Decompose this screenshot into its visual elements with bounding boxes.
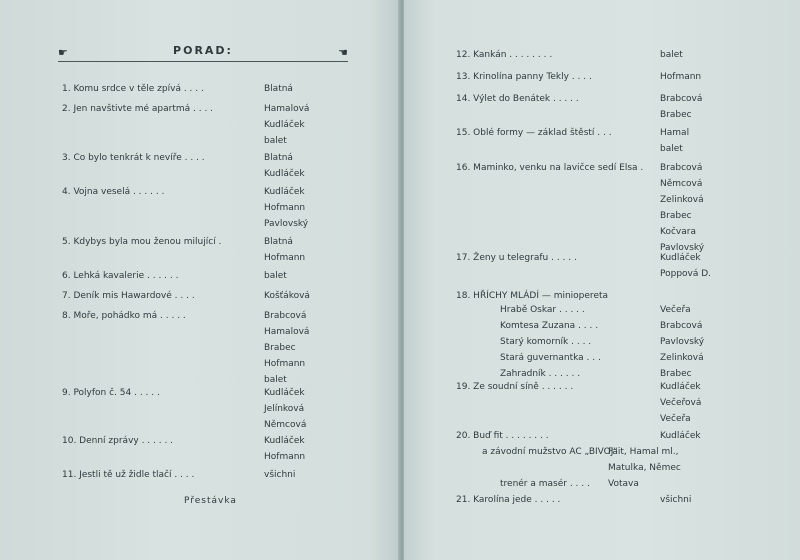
item-performers bbox=[264, 101, 309, 149]
item20-role: trenér a masér . . . . bbox=[500, 479, 590, 489]
role-name: Hrabě Oskar . . . . . bbox=[500, 305, 585, 315]
item-performers bbox=[264, 184, 308, 232]
item-performers bbox=[264, 288, 310, 304]
role-performer: Zelinková bbox=[660, 353, 704, 363]
item-title: 6. Lehká kavalerie . . . . . . bbox=[62, 271, 179, 281]
performer-name: Hamal bbox=[660, 128, 690, 138]
performer-name: Matulka, Němec bbox=[608, 463, 681, 473]
role-performer: Brabec bbox=[660, 369, 692, 379]
performer-name: Kudláček bbox=[264, 388, 305, 398]
performer-name: Pavlovský bbox=[660, 243, 705, 253]
intermission: Přestávka bbox=[184, 496, 237, 506]
role-name: Zahradník . . . . . . bbox=[500, 369, 581, 379]
performer-name: všichni bbox=[264, 470, 296, 480]
role-name: Starý komorník . . . . bbox=[500, 337, 592, 347]
item-title: 7. Deník mis Hawardové . . . . bbox=[62, 291, 195, 301]
item-performers bbox=[264, 308, 309, 388]
role-performer: Večeřa bbox=[660, 305, 691, 315]
item-title: 9. Polyfon č. 54 . . . . . bbox=[62, 388, 160, 398]
performer-name: Hofmann bbox=[264, 203, 306, 213]
performer-name: Večeřa bbox=[660, 414, 691, 424]
item-performers bbox=[660, 428, 701, 444]
performer-name: Němcová bbox=[660, 179, 703, 189]
item20-performers bbox=[608, 476, 639, 492]
item-title: 16. Maminko, venku na lavičce sedí Elsa . bbox=[456, 163, 644, 173]
item-title: 1. Komu srdce v těle zpívá . . . . bbox=[62, 84, 204, 94]
item20-role: a závodní mužstvo AC „BIVOJ" bbox=[482, 447, 618, 457]
item-performers bbox=[264, 81, 293, 97]
performer-name: všichni bbox=[660, 495, 692, 505]
item-performers bbox=[660, 160, 704, 256]
item-title: 3. Co bylo tenkrát k nevíře . . . . bbox=[62, 153, 205, 163]
item-performers bbox=[660, 492, 691, 508]
performer-name: balet bbox=[264, 136, 287, 146]
item-performers bbox=[660, 69, 701, 85]
item-title: 4. Vojna veselá . . . . . . bbox=[62, 187, 165, 197]
role-performer: Pavlovský bbox=[660, 337, 705, 347]
item-title: 20. Buď fit . . . . . . . . bbox=[456, 431, 549, 441]
item-performers bbox=[264, 234, 305, 266]
item-performers bbox=[660, 91, 702, 123]
item-performers bbox=[264, 385, 306, 433]
role-name: Stará guvernantka . . . bbox=[500, 353, 601, 363]
header-rule bbox=[58, 61, 348, 62]
item-performers bbox=[660, 125, 689, 157]
performer-name: Hofmann bbox=[660, 72, 702, 82]
performer-name: Brabcová bbox=[660, 163, 703, 173]
item-performers bbox=[660, 379, 701, 427]
performer-name: Němcová bbox=[264, 420, 307, 430]
item-title: 5. Kdybys byla mou ženou milující . bbox=[62, 237, 222, 247]
performer-name: Votava bbox=[608, 479, 639, 489]
item20-performers bbox=[608, 444, 681, 476]
performer-name: balet bbox=[264, 375, 287, 385]
performer-name: Poppová D. bbox=[660, 269, 712, 279]
performer-name: Košťáková bbox=[264, 291, 310, 301]
item-performers bbox=[264, 268, 287, 284]
performer-name: Hamalová bbox=[264, 327, 310, 337]
right-page bbox=[404, 0, 800, 560]
pointing-hand-icon: ☛ bbox=[58, 46, 68, 59]
performer-name: Kudláček bbox=[660, 253, 701, 263]
item-title: 18. HŘÍCHY MLÁDÍ — miniopereta bbox=[456, 291, 609, 301]
program-title: PORAD: bbox=[173, 44, 233, 57]
item-title: 13. Krinolína panny Tekly . . . . bbox=[456, 72, 592, 82]
performer-name: Pavlovský bbox=[264, 219, 309, 229]
performer-name: Brabcová bbox=[660, 94, 703, 104]
item-title: 14. Výlet do Benátek . . . . . bbox=[456, 94, 579, 104]
performer-name: Fait, Hamal ml., bbox=[608, 447, 679, 457]
pointing-hand-icon: ☛ bbox=[338, 46, 348, 59]
role-performer: Brabcová bbox=[660, 321, 703, 331]
item-title: 19. Ze soudní síně . . . . . . bbox=[456, 382, 574, 392]
item-title: 21. Karolína jede . . . . . bbox=[456, 495, 561, 505]
item-title: 11. Jestli tě už židle tlačí . . . . bbox=[62, 470, 195, 480]
performer-name: Kudláček bbox=[264, 187, 305, 197]
performer-name: Kudláček bbox=[264, 169, 305, 179]
performer-name: balet bbox=[264, 271, 287, 281]
performer-name: Brabec bbox=[660, 211, 692, 221]
item-performers bbox=[660, 47, 683, 63]
performer-name: Hofmann bbox=[264, 253, 306, 263]
performer-name: Brabcová bbox=[264, 311, 307, 321]
item-performers bbox=[264, 467, 295, 483]
performer-name: Brabec bbox=[264, 343, 296, 353]
role-name: Komtesa Zuzana . . . . bbox=[500, 321, 599, 331]
performer-name: Kočvara bbox=[660, 227, 696, 237]
performer-name: Blatná bbox=[264, 237, 293, 247]
performer-name: Kudláček bbox=[264, 436, 305, 446]
performer-name: Jelínková bbox=[264, 404, 305, 414]
performer-name: Hofmann bbox=[264, 359, 306, 369]
performer-name: Zelinková bbox=[660, 195, 704, 205]
performer-name: Hamalová bbox=[264, 104, 310, 114]
performer-name: Blatná bbox=[264, 153, 293, 163]
item-title: 12. Kankán . . . . . . . . bbox=[456, 50, 553, 60]
item-performers bbox=[264, 150, 305, 182]
performer-name: balet bbox=[660, 50, 683, 60]
item-title: 17. Ženy u telegrafu . . . . . bbox=[456, 253, 577, 263]
item-performers bbox=[264, 433, 305, 465]
item-title: 15. Oblé formy — základ štěstí . . . bbox=[456, 128, 612, 138]
item-title: 2. Jen navštivte mé apartmá . . . . bbox=[62, 104, 214, 114]
performer-name: Blatná bbox=[264, 84, 293, 94]
performer-name: Brabec bbox=[660, 110, 692, 120]
performer-name: Kudláček bbox=[264, 120, 305, 130]
performer-name: Kudláček bbox=[660, 382, 701, 392]
performer-name: Večeřová bbox=[660, 398, 702, 408]
performer-name: balet bbox=[660, 144, 683, 154]
item-title: 8. Moře, pohádko má . . . . . bbox=[62, 311, 186, 321]
item-performers bbox=[660, 250, 711, 282]
item-title: 10. Denní zprávy . . . . . . bbox=[62, 436, 174, 446]
performer-name: Kudláček bbox=[660, 431, 701, 441]
performer-name: Hofmann bbox=[264, 452, 306, 462]
